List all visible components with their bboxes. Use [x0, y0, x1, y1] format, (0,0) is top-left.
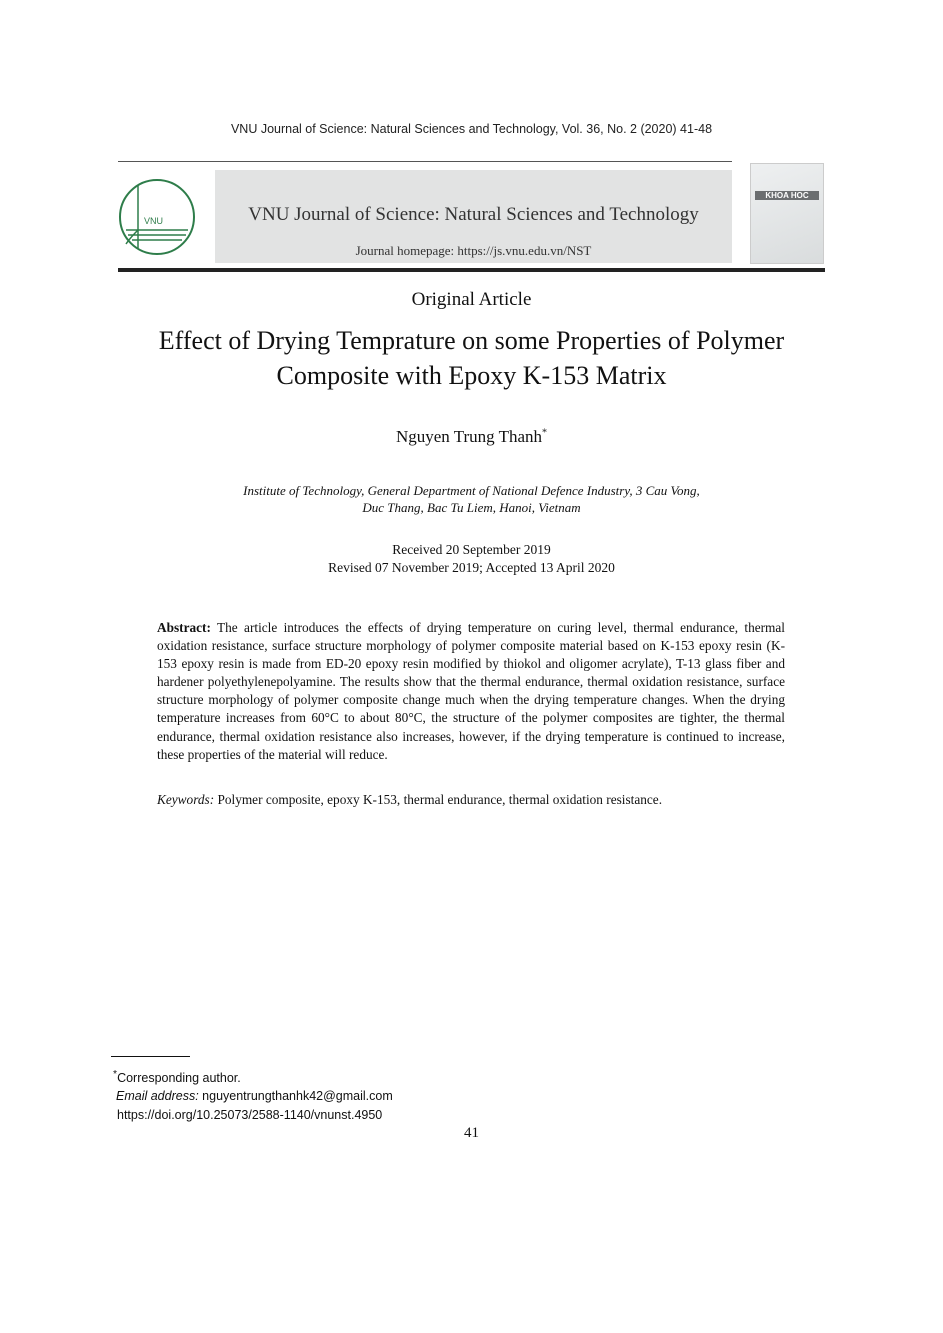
author: Nguyen Trung Thanh* — [395, 427, 548, 446]
journal-title: VNU Journal of Science: Natural Sciences and Technology — [248, 204, 699, 225]
journal-cover-image: KHOA HOC — [750, 163, 824, 264]
divider — [118, 161, 732, 162]
keywords: Keywords: Polymer composite, epoxy K-153, thermal endurance, thermal oxidation resistance. — [157, 792, 663, 807]
article-title: Effect of Drying Temprature on some Properties of Polymer Composite with Epoxy K-153 Matrix — [158, 326, 785, 390]
journal-homepage: Journal homepage: https://js.vnu.edu.vn/NST — [355, 243, 592, 258]
email-link[interactable]: nguyentrungthanhk42@gmail.com — [202, 1089, 393, 1104]
running-header: VNU Journal of Science: Natural Sciences and Technology, Vol. 36, No. 2 (2020) 41-48 — [230, 122, 713, 136]
affiliation: Institute of Technology, General Department of National Defence Industry, 3 Cau Vong, Duc Thang, Bac Tu Liem, Hanoi, Vietnam — [243, 483, 700, 515]
footnote-divider — [111, 1056, 190, 1057]
article-type: Original Article — [411, 289, 532, 310]
vnu-logo-icon — [118, 178, 196, 256]
header-bar — [118, 268, 825, 272]
page-number: 41 — [464, 1125, 479, 1141]
abstract: Abstract: The article introduces the effects of drying temperature on curing level, thermal endurance, thermal oxidation resistance, surface structure morphology of polymer composite material based on K-153 epoxy resin (K-153 epoxy resin is made from ED-20 epoxy resin modified by thiokol and oligomer acrylate), T-13 glass fiber and hardener polyethylenepolyamine. The results show that the thermal endurance, thermal oxidation resistance, surface structure morphology of polymer composite change much when the drying temperature changes. When the drying temperature increases from 60°C to about 80°C, the structure of the polymer composites are tighter, the thermal endurance, thermal oxidation resistance also increases, however, if the drying temperature is continued to increase, these properties of the material will reduce. — [157, 620, 785, 762]
dates: Received 20 September 2019 Revised 07 November 2019; Accepted 13 April 2020 — [328, 542, 615, 575]
journal-banner — [215, 170, 732, 263]
doi-link[interactable]: https://doi.org/10.25073/2588-1140/vnunst.4950 — [117, 1108, 383, 1122]
footnote: *Corresponding author. Email address: nguyentrungthanhk42@gmail.com — [113, 1069, 393, 1104]
svg-text:VNU: VNU — [144, 216, 164, 226]
